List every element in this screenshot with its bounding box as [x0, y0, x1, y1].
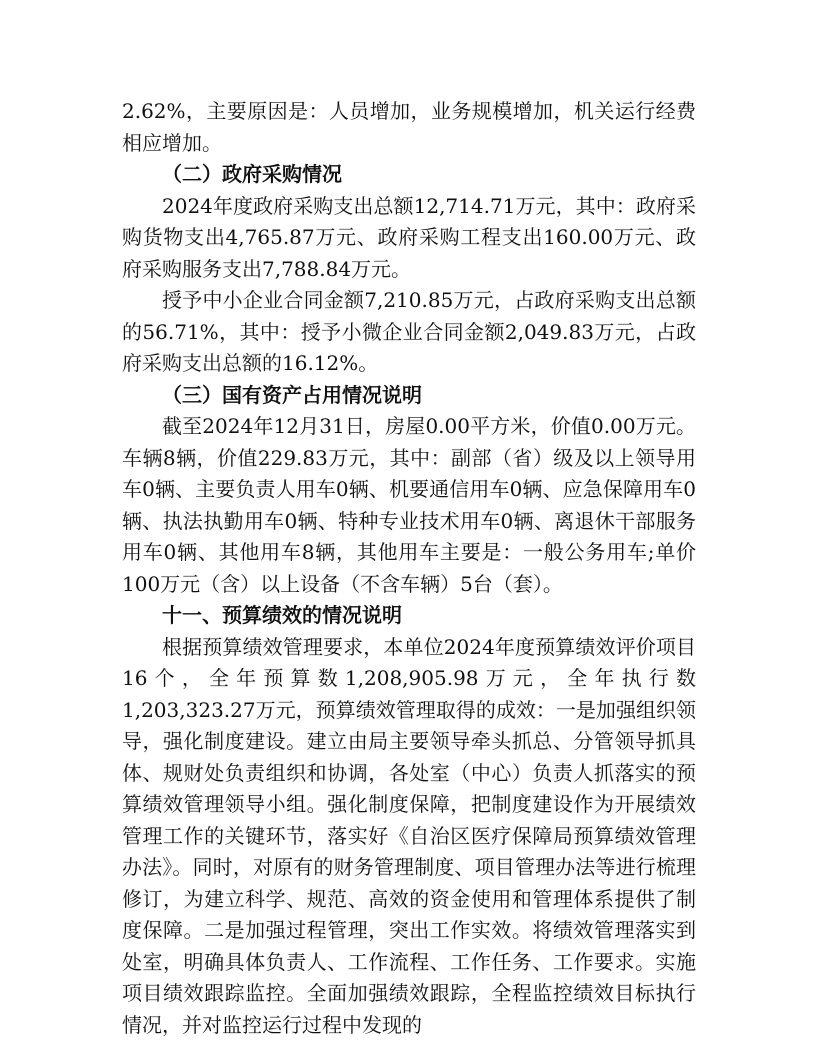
- paragraph-expense-reason: 2.62%，主要原因是：人员增加，业务规模增加，机关运行经费相应增加。: [122, 99, 696, 155]
- heading-budget-performance: 十一、预算绩效的情况说明: [162, 603, 402, 627]
- heading-state-assets: （三）国有资产占用情况说明: [162, 382, 422, 407]
- paragraph-performance-detail: 根据预算绩效管理要求，本单位2024年度预算绩效评价项目16个，全年预算数1,208,905.98万元，全年执行数1,203,323.27万元，预算绩效管理取得的成效：一是加强组织领导，强化制度建设。建立由局主要领导牵头抓总、分管领导抓具体、规财处负责组织和协调，各处室（中心）负责人抓落实的预算绩效管理领导小组。强化制度保障，把制度建设作为开展绩效管理工作的关键环节，落实好《自治区医疗保障局预算绩效管理办法》。同时，对原有的财务管理制度、项目管理办法等进行梳理修订，为建立科学、规范、高效的资金使用和管理体系提供了制度保障。二是加强过程管理，突出工作实效。将绩效管理落实到处室，明确具体负责人、工作流程、工作任务、工作要求。实施项目绩效跟踪监控。全面加强绩效跟踪，全程监控绩效目标执行情况，并对监控运行过程中发现的: [122, 634, 696, 1037]
- document-page: [122, 96, 696, 1041]
- paragraph-procurement-total: 2024年度政府采购支出总额12,714.71万元，其中：政府采购货物支出4,765.87万元、政府采购工程支出160.00万元、政府采购服务支出7,788.84万元。: [122, 193, 696, 281]
- paragraph-assets-detail: 截至2024年12月31日，房屋0.00平方米，价值0.00万元。车辆8辆，价值229.83万元，其中：副部（省）级及以上领导用车0辆、主要负责人用车0辆、机要通信用车0辆、应急保障用车0辆、执法执勤用车0辆、特种专业技术用车0辆、离退休干部服务用车0辆、其他用车8辆，其他用车主要是：一般公务用车;单价100万元（含）以上设备（不含车辆）5台（套）。: [122, 414, 696, 596]
- heading-government-procurement: （二）政府采购情况: [162, 162, 342, 186]
- paragraph-sme-contracts: 授予中小企业合同金额7,210.85万元，占政府采购支出总额的56.71%，其中：授予小微企业合同金额2,049.83万元，占政府采购支出总额的16.12%。: [122, 288, 696, 375]
